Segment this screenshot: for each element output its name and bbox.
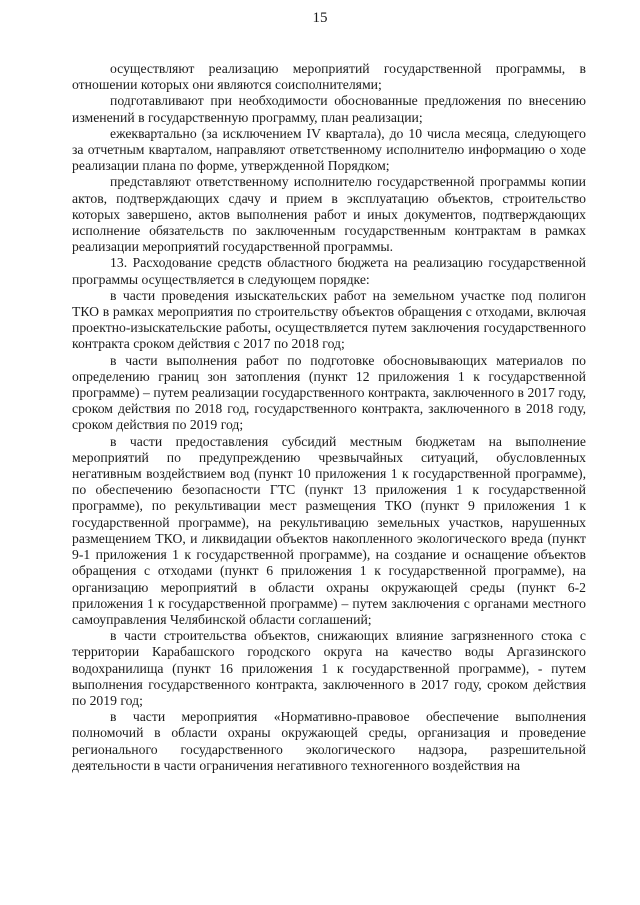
paragraph: 13. Расходование средств областного бюджета на реализацию государственной программы осуществляется в следующем порядке: [72, 255, 586, 287]
paragraph: представляют ответственному исполнителю государственной программы копии актов, подтверждающих сдачу и прием в эксплуатацию объектов, строительство которых завершено, актов выполнения работ и иных документов, подтверждающих исполнение обязательств по заключенным государственным контрактам в рамках реализации мероприятий государственной программы. [72, 174, 586, 255]
paragraph: осуществляют реализацию мероприятий государственной программы, в отношении которых они являются соисполнителями; [72, 61, 586, 93]
paragraph: в части проведения изыскательских работ на земельном участке под полигон ТКО в рамках мероприятия по строительству объектов обращения с отходами, включая проектно-изыскательские работы, осуществляется путем заключения государственного контракта сроком действия с 2017 по 2018 год; [72, 287, 586, 352]
paragraph: в части строительства объектов, снижающих влияние загрязненного стока с территории Карабашского городского округа на качество воды Аргазинского водохранилища (пункт 16 приложения 1 к государственной программе), - путем выполнения государственного контракта, заключенного в 2017 году, сроком действия по 2019 год; [72, 628, 586, 708]
paragraph: подготавливают при необходимости обоснованные предложения по внесению изменений в государственную программу, план реализации; [72, 93, 586, 125]
paragraph: в части мероприятия «Нормативно-правовое обеспечение выполнения полномочий в области охраны окружающей среды, организация и проведение регионального государственного экологического надзора, разрешительной деятельности в части ограничения негативного техногенного воздействия на [72, 709, 586, 773]
paragraph: в части предоставления субсидий местным бюджетам на выполнение мероприятий по предупреждению чрезвычайных ситуаций, обусловленных негативным воздействием вод (пункт 10 приложения 1 к государственной программе), по обеспечению безопасности ГТС (пункт 13 приложения 1 к государственной программе), по рекультивации мест размещения ТКО (пункт 9 приложения 1 к государственной программе), на рекультивацию земельных участков, нарушенных размещением ТКО, и ликвидации объектов накопленного экологического вреда (пункт 9-1 приложения 1 к государственной программе), на создание и оснащение объектов обращения с отходами (пункт 6 приложения 1 к государственной программе), на организацию мероприятий в области охраны окружающей среды (пункт 6-2 приложения 1 к государственной программе) – путем заключения с органами местного самоуправления Челябинской области соглашений; [72, 433, 586, 627]
paragraph: в части выполнения работ по подготовке обосновывающих материалов по определению границ зон затопления (пункт 12 приложения 1 к государственной программе) – путем реализации государственного контракта, заключенного в 2017 году, сроком действия по 2018 год, государственного контракта, заключенного в 2018 году, сроком действия по 2019 год; [72, 352, 586, 433]
page-number: 15 [312, 10, 328, 26]
paragraph: ежеквартально (за исключением IV квартала), до 10 числа месяца, следующего за отчетным кварталом, направляют ответственному исполнителю информацию о ходе реализации плана по форме, утвержденной Порядком; [72, 125, 586, 174]
document-body [72, 61, 586, 774]
